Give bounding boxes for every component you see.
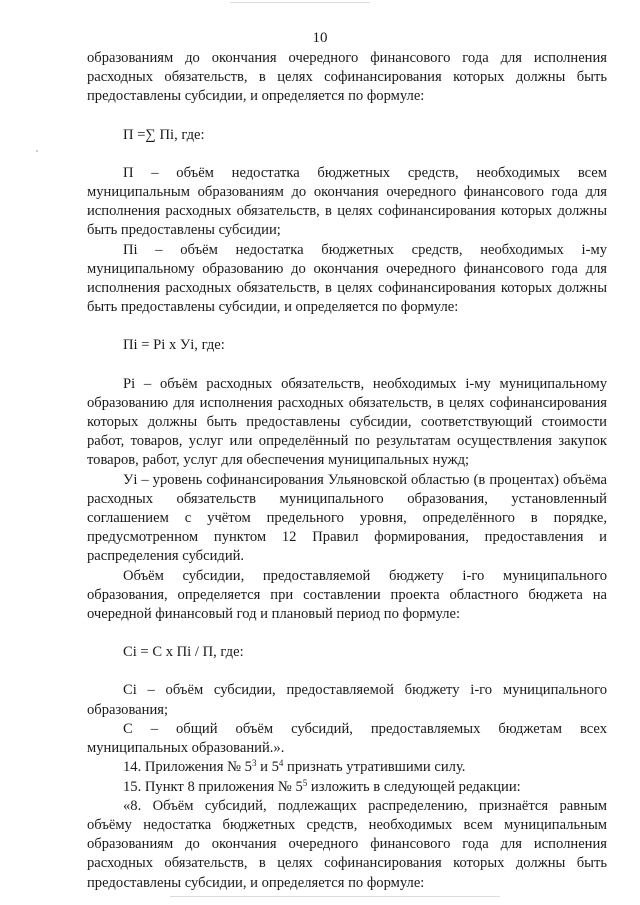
text-run: и 5 (256, 759, 279, 776)
paragraph (87, 778, 607, 797)
blank-line (87, 145, 607, 164)
scan-edge-bottom (170, 896, 500, 897)
text-run: 15. Пункт 8 приложения № 5 (123, 778, 303, 795)
formula: Пi = Рi х Уi, где: (123, 337, 225, 354)
paragraph: Пi – объём недостатка бюджетных средств, необходимых i-му муниципальному образованию до окончания очередного финансового года для исполнения расходных обязательств, в целях софинансирования которых должны быть предоставлены субсидии, и определяется по формуле: (87, 241, 607, 316)
blank-line (87, 662, 607, 681)
paragraph: «8. Объём субсидий, подлежащих распределению, признаётся равным объёму недостатка бюджетных средств, необходимых всем муниципальным образованиям до окончания очередного финансового года для исполнения расходных обязательств, в целях софинансирования которых должны быть предоставлены субсидии, и определяется по формуле: (87, 797, 607, 891)
blank-line (87, 107, 607, 126)
paragraph: С – общий объём субсидий, предоставляемых бюджетам всех муниципальных образований.». (87, 720, 607, 757)
paragraph: Уi – уровень софинансирования Ульяновской областью (в процентах) объёма расходных обязательств муниципального образования, установленный соглашением с учётом предельного уровня, определённого в порядке, предусмотренном пунктом 12 Правил формирования, предоставления и распределения субсидий. (87, 471, 607, 565)
paragraph: Сi – объём субсидии, предоставляемой бюджету i-го муниципального образования; (87, 682, 607, 718)
paragraph: Рi – объём расходных обязательств, необходимых i-му муниципальному образованию для исполнения расходных обязательств, в целях софинансирования которых должны быть предоставлены субсидии, соответствующий стоимости работ, товаров, услуг или определённый по результатам осуществления закупок товаров, работ, услуг для обеспечения муниципальных нужд; (87, 375, 607, 469)
formula: Сi = С х Пi / П, где: (123, 644, 244, 661)
blank-line (87, 317, 607, 336)
scan-edge-top (230, 2, 370, 3)
page-number: 10 (312, 30, 328, 46)
text-run: признать утратившими силу. (283, 759, 466, 776)
superscript: 3 (251, 758, 257, 769)
text-run: 14. Приложения № 5 (123, 759, 252, 776)
formula: П =∑ Пi, где: (123, 126, 205, 143)
paragraph (87, 758, 607, 777)
scan-dot (36, 150, 38, 152)
blank-line (87, 624, 607, 643)
text-run: изложить в следующей редакции: (307, 778, 521, 795)
superscript: 5 (302, 777, 308, 788)
paragraph: Объём субсидии, предоставляемой бюджету i-го муниципального образования, определяется при составлении проекта областного бюджета на очередной финансовый год и плановый период по формуле: (87, 567, 607, 623)
paragraph: П – объём недостатка бюджетных средств, необходимых всем муниципальным образованиям до окончания очередного финансового года для исполнения расходных обязательств, в целях софинансирования которых должны быть предоставлены субсидии; (87, 164, 607, 239)
superscript: 4 (278, 758, 284, 769)
document-body (87, 49, 607, 893)
blank-line (87, 356, 607, 375)
paragraph: образованиям до окончания очередного финансового года для исполнения расходных обязательств, в целях софинансирования которых должны быть предоставлены субсидии, и определяется по формуле: (87, 50, 607, 105)
